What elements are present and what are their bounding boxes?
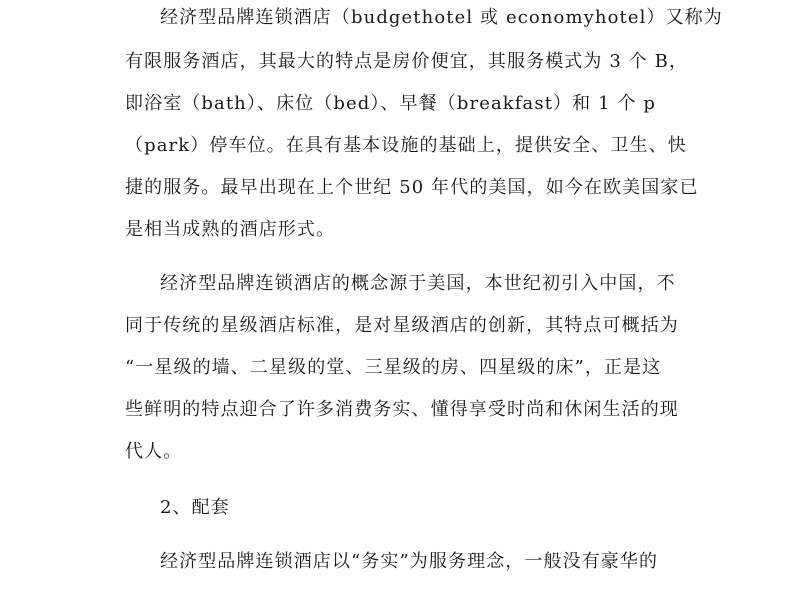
paragraph-2-line-3: “一星级的墙、二星级的堂、三星级的房、四星级的床”，正是这 <box>125 357 662 378</box>
paragraph-2-line-2: 同于传统的星级酒店标准，是对星级酒店的创新，其特点可概括为 <box>125 315 679 336</box>
paragraph-1-line-1: 经济型品牌连锁酒店（budgethotel 或 economyhotel）又称为 <box>160 7 723 28</box>
paragraph-2-line-1: 经济型品牌连锁酒店的概念源于美国，本世纪初引入中国，不 <box>160 273 676 294</box>
paragraph-2-line-4: 些鲜明的特点迎合了许多消费务实、懂得享受时尚和休闲生活的现 <box>125 399 679 420</box>
paragraph-1-line-3: 即浴室（bath）、床位（bed）、早餐（breakfast）和 1 个 p <box>125 93 656 114</box>
paragraph-3-line-1: 经济型品牌连锁酒店以“务实”为服务理念，一般没有豪华的 <box>160 551 659 572</box>
paragraph-1-line-2: 有限服务酒店，其最大的特点是房价便宜，其服务模式为 3 个 B， <box>125 51 689 72</box>
paragraph-1-line-5: 捷的服务。最早出现在上个世纪 50 年代的美国，如今在欧美国家已 <box>125 177 699 198</box>
paragraph-1-line-6: 是相当成熟的酒店形式。 <box>125 219 336 240</box>
section-heading: 2、配套 <box>160 497 230 518</box>
paragraph-1-line-4: （park）停车位。在具有基本设施的基础上，提供安全、卫生、快 <box>125 135 687 156</box>
paragraph-2-line-5: 代人。 <box>125 441 183 462</box>
